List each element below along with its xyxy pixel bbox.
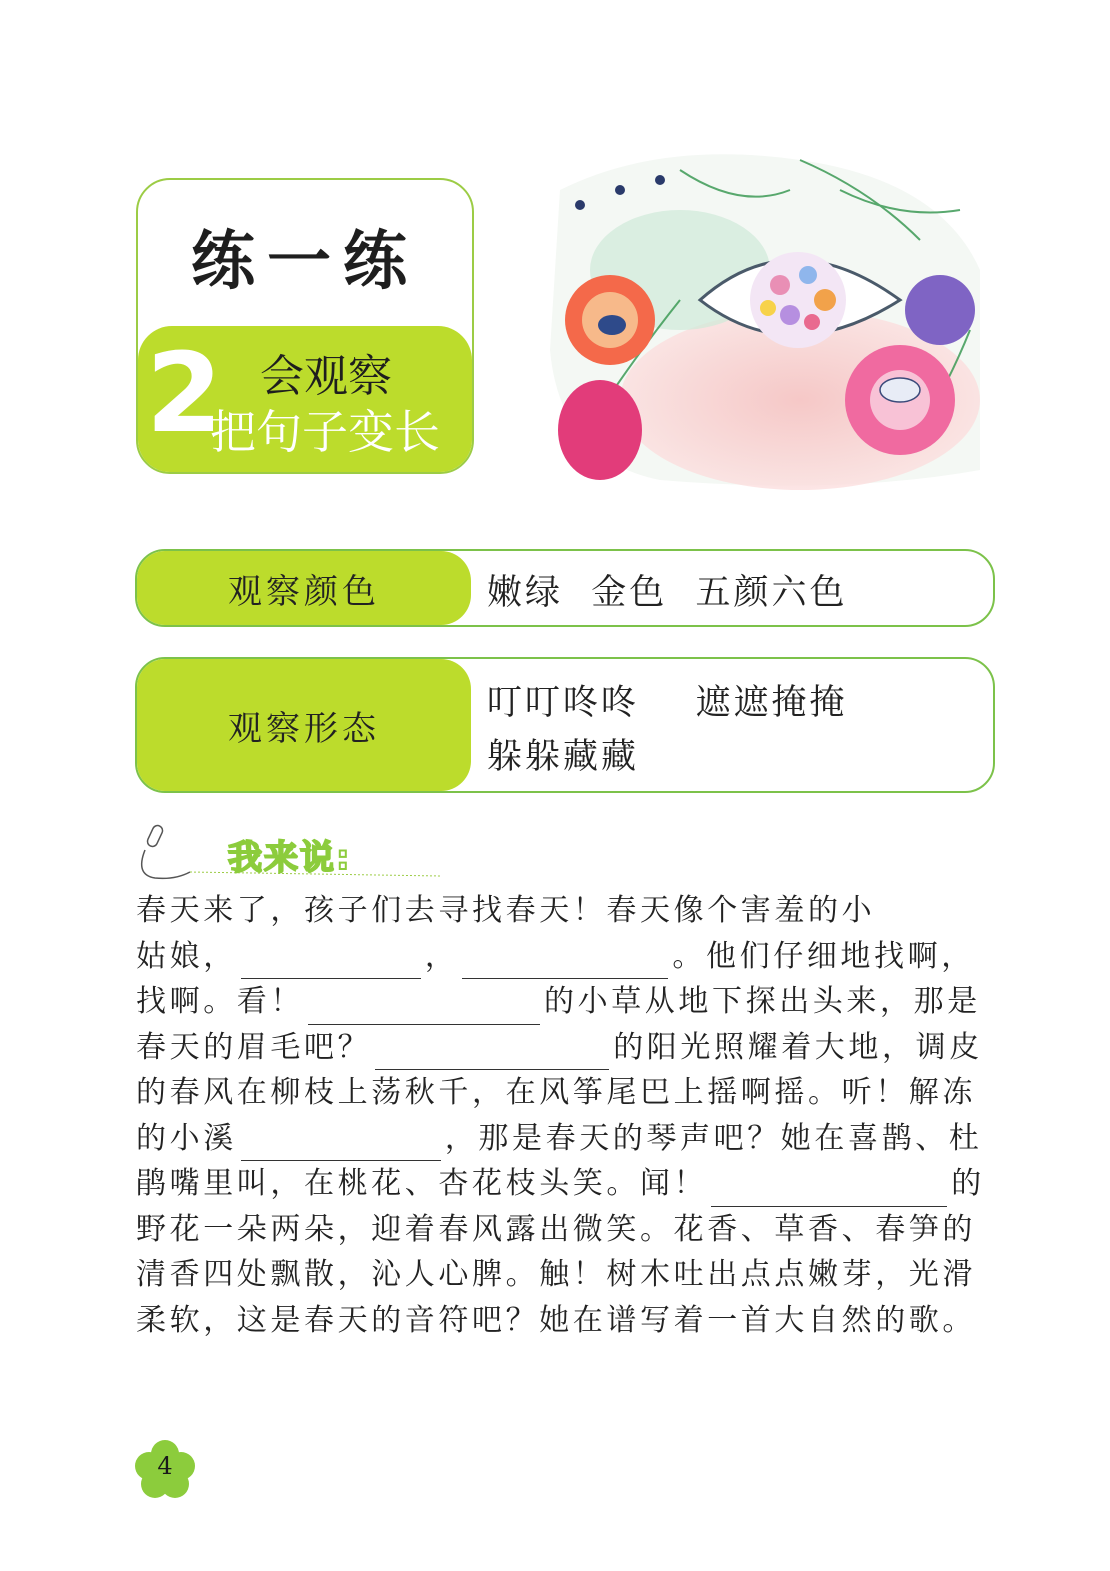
lesson-band bbox=[138, 326, 472, 472]
passage-line: 找啊。看！ 的小草从地下探出头来，那是 bbox=[136, 979, 996, 1025]
speak-title: 我来说: bbox=[228, 838, 352, 878]
title-card bbox=[136, 178, 474, 474]
passage-line: 野花一朵两朵，迎着春风露出微笑。花香、草香、春笋的 bbox=[136, 1211, 976, 1247]
fill-blank[interactable] bbox=[462, 946, 668, 979]
observation-content-line1: 叮叮咚咚 遮遮掩掩 bbox=[487, 683, 848, 723]
observation-label: 观察颜色 bbox=[137, 551, 471, 625]
lesson-title-line2: 把句子变长 bbox=[210, 405, 440, 459]
observation-shape-row bbox=[135, 657, 995, 793]
fill-blank[interactable] bbox=[375, 1037, 609, 1070]
observation-content-line2: 躲躲藏藏 bbox=[487, 737, 640, 777]
passage-line: 鹃嘴里叫，在桃花、杏花枝头笑。闻！ 的 bbox=[136, 1161, 996, 1207]
passage bbox=[136, 888, 996, 1343]
spring-eye-illustration bbox=[540, 150, 990, 492]
passage-line: 春天的眉毛吧？ 的阳光照耀着大地，调皮 bbox=[136, 1025, 996, 1071]
lesson-number: 2 bbox=[146, 329, 223, 457]
fill-blank[interactable] bbox=[711, 1174, 947, 1207]
fill-blank[interactable] bbox=[241, 946, 421, 979]
observation-label: 观察形态 bbox=[137, 659, 471, 791]
lesson-title-line1: 会观察 bbox=[260, 351, 392, 402]
fill-blank[interactable] bbox=[241, 1128, 441, 1161]
fill-blank[interactable] bbox=[308, 992, 540, 1025]
passage-line: 的春风在柳枝上荡秋千，在风筝尾巴上摇啊摇。听！解冻 bbox=[136, 1075, 976, 1110]
section-title: 练一练 bbox=[191, 225, 419, 299]
passage-line: 春天来了，孩子们去寻找春天！春天像个害羞的小 bbox=[136, 893, 876, 928]
page-number: 4 bbox=[157, 1452, 173, 1480]
passage-line: 柔软，这是春天的音符吧？她在谱写着一首大自然的歌。 bbox=[136, 1302, 976, 1338]
observation-color-row bbox=[135, 549, 995, 627]
observation-content: 嫩绿 金色 五颜六色 bbox=[487, 573, 848, 613]
passage-line: 的小溪 ，那是春天的琴声吧？她在喜鹊、杜 bbox=[136, 1116, 996, 1162]
passage-line: 清香四处飘散，沁人心脾。触！树木吐出点点嫩芽，光滑 bbox=[136, 1257, 976, 1292]
passage-line: 姑娘， ， 。他们仔细地找啊， bbox=[136, 934, 996, 980]
